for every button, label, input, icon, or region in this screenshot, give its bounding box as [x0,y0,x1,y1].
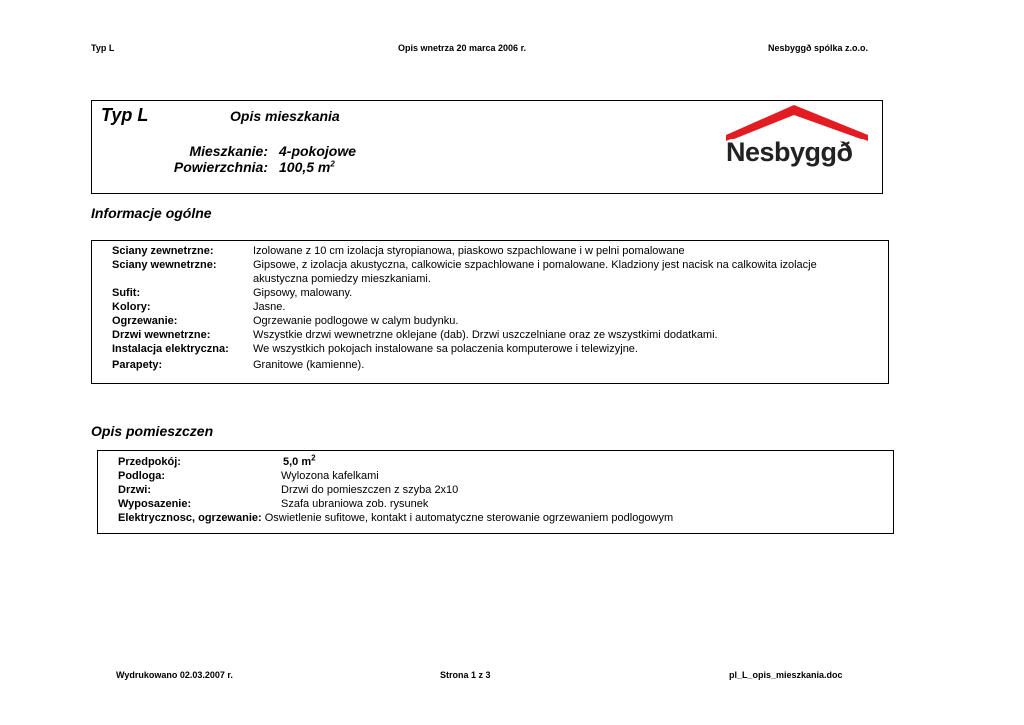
general-value-cont: akustyczna pomiedzy mieszkaniami. [253,273,431,285]
general-label: Drzwi wewnetrzne: [112,329,211,341]
general-value: Gipsowe, z izolacja akustyczna, calkowicie szpachlowane i pomalowane. Kladziony jest nacisk na calkowita izolacje [253,259,817,271]
room-value: Drzwi do pomieszczen z szyba 2x10 [281,484,459,496]
general-value: Gipsowy, malowany. [253,287,353,299]
room-value: Wylozona kafelkami [281,470,379,482]
apartment-value: 4-pokojowe [279,143,357,159]
area-label: Powierzchnia: [173,159,268,175]
room-label: Elektrycznosc, ogrzewanie: [118,512,262,524]
room-area [283,453,316,469]
room-row-electric [118,512,673,525]
room-value: Szafa ubraniowa zob. rysunek [281,498,429,510]
room-label: Drzwi: [118,484,151,496]
general-label: Sufit: [112,287,141,299]
general-box [91,240,889,384]
general-label: Sciany wewnetrzne: [112,259,217,271]
footer-left: Wydrukowano 02.03.2007 r. [116,670,233,680]
type-title: Typ L [101,105,149,125]
room-value: Oswietlenie sufitowe, kontakt i automatyczne sterowanie ogrzewaniem podlogowym [264,512,674,524]
room-name: Przedpokój: [118,456,181,468]
room-area-sup: 2 [311,453,316,463]
header-center: Opis wnetrza 20 marca 2006 r. [398,43,527,53]
rooms-box [97,450,894,534]
general-value: We wszystkich pokojach instalowane sa polaczenia komputerowe i telewizyjne. [253,343,638,355]
room-label: Podloga: [118,470,166,482]
general-heading: Informacje ogólne [91,205,212,221]
room-label: Wyposazenie: [118,498,192,510]
subtitle: Opis mieszkania [230,108,340,124]
rooms-heading: Opis pomieszczen [91,423,214,439]
footer-right: pl_L_opis_mieszkania.doc [729,670,843,680]
general-label: Parapety: [112,359,163,371]
general-value: Ogrzewanie podlogowe w calym budynku. [253,315,459,327]
apartment-label: Mieszkanie: [189,143,268,159]
room-area-number: 5,0 m [283,456,312,468]
area-number: 100,5 m [279,159,331,175]
logo-text: Nesbyggð [726,137,853,167]
general-value: Izolowane z 10 cm izolacja styropianowa, piaskowo szpachlowane i w pelni pomalowane [253,245,685,257]
footer-center: Strona 1 z 3 [440,670,491,680]
general-label: Kolory: [112,301,151,313]
nesbyggd-logo [726,105,872,175]
general-label: Instalacja elektryczna: [112,343,229,355]
header-right: Nesbyggð spólka z.o.o. [768,43,869,53]
general-value: Jasne. [253,301,286,313]
general-value: Wszystkie drzwi wewnetrzne oklejane (dab). Drzwi uszczelniane oraz ze wszystkimi dodatkami. [253,329,718,341]
general-label: Ogrzewanie: [112,315,178,327]
general-value: Granitowe (kamienne). [253,359,365,371]
header-left: Typ L [91,43,115,53]
general-label: Sciany zewnetrzne: [112,245,214,257]
area-value [279,159,335,175]
area-unit-sup: 2 [330,159,335,169]
roof-icon [726,105,872,141]
title-box [91,100,883,194]
